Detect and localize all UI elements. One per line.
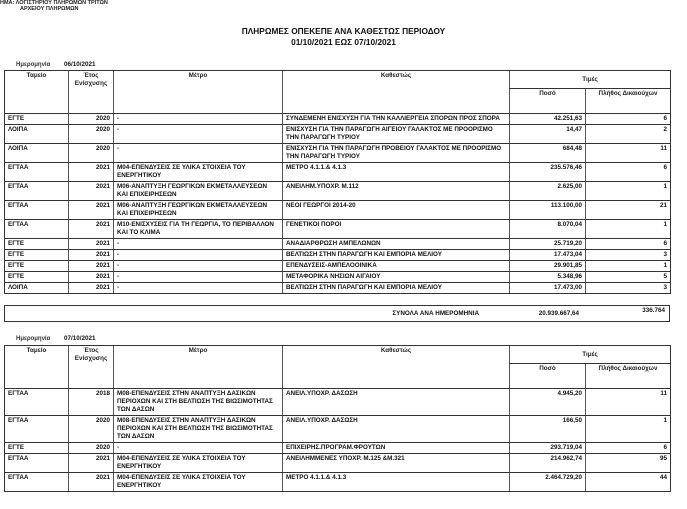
table-row bbox=[5, 144, 671, 163]
cell-measure: Μ08-ΕΠΕΝΔΥΣΕΙΣ ΣΤΗΝ ΑΝΑΠΤΥΞΗ ΔΑΣΙΚΩΝ ΠΕΡΙΟΧΩΝ ΚΑΙ ΣΤΗ ΒΕΛΤΙΩΣΗ ΤΗΣ ΒΙΩΣΙΜΟΤΗΤΑΣ ΤΩΝ ΔΑΣΩΝ bbox=[114, 416, 283, 443]
cell-fund: ΕΓΤΑΑ bbox=[5, 416, 69, 443]
cell-measure: - bbox=[114, 283, 283, 294]
cell-measure: Μ08-ΕΠΕΝΔΥΣΕΙΣ ΣΤΗΝ ΑΝΑΠΤΥΞΗ ΔΑΣΙΚΩΝ ΠΕΡΙΟΧΩΝ ΚΑΙ ΣΤΗ ΒΕΛΤΙΩΣΗ ΤΗΣ ΒΙΩΣΙΜΟΤΗΤΑΣ ΤΩΝ ΔΑΣΩΝ bbox=[114, 389, 283, 416]
col-amount: Ποσό bbox=[510, 364, 586, 389]
cell-year: 2020 bbox=[69, 144, 114, 163]
cell-scheme: ΑΝΕΙΛ.ΥΠΟΧΡ. ΔΑΣΩΣΗ bbox=[283, 416, 510, 443]
table-row bbox=[5, 250, 671, 261]
cell-year: 2021 bbox=[69, 182, 114, 201]
cell-year: 2021 bbox=[69, 163, 114, 182]
cell-amount: 25.719,20 bbox=[510, 239, 586, 250]
cell-year: 2021 bbox=[69, 272, 114, 283]
cell-amount: 29.901,85 bbox=[510, 261, 586, 272]
cell-beneficiaries: 6 bbox=[586, 114, 671, 125]
cell-scheme: ΜΕΤΡΟ 4.1.1.& 4.1.3 bbox=[283, 163, 510, 182]
section-date: 06/10/2021 bbox=[64, 61, 96, 68]
cell-amount: 235.576,46 bbox=[510, 163, 586, 182]
cell-fund: ΕΓΤΕ bbox=[5, 250, 69, 261]
cell-fund: ΕΓΤΑΑ bbox=[5, 473, 69, 492]
cell-measure: - bbox=[114, 125, 283, 144]
cell-fund: ΛΟΙΠΑ bbox=[5, 125, 69, 144]
cell-measure: - bbox=[114, 261, 283, 272]
cell-fund: ΕΓΤΕ bbox=[5, 443, 69, 454]
cell-fund: ΕΓΤΕ bbox=[5, 261, 69, 272]
cell-measure: Μ04-ΕΠΕΝΔΥΣΕΙΣ ΣΕ ΥΛΙΚΑ ΣΤΟΙΧΕΙΑ ΤΟΥ ΕΝΕΡΓΗΤΙΚΟΥ bbox=[114, 454, 283, 473]
cell-amount: 42.251,63 bbox=[510, 114, 586, 125]
cell-year: 2021 bbox=[69, 201, 114, 220]
cell-scheme: ΜΕΤΡΟ 4.1.1.& 4.1.3 bbox=[283, 473, 510, 492]
cell-amount: 2.625,00 bbox=[510, 182, 586, 201]
cell-fund: ΕΓΤΑΑ bbox=[5, 201, 69, 220]
cell-fund: ΕΓΤΑΑ bbox=[5, 163, 69, 182]
col-values: Τιμές bbox=[510, 71, 671, 89]
totals-amount: 20.939.667,64 bbox=[538, 310, 579, 317]
cell-year: 2020 bbox=[69, 114, 114, 125]
cell-measure: - bbox=[114, 443, 283, 454]
date-label: Ημερομηνία bbox=[16, 336, 51, 342]
cell-fund: ΕΓΤΑΑ bbox=[5, 389, 69, 416]
table-row bbox=[5, 220, 671, 239]
cell-fund: ΕΓΤΑΑ bbox=[5, 220, 69, 239]
totals-label: ΣΥΝΟΛΑ ΑΝΑ ΗΜΕΡΟΜΗΝΙΑ bbox=[392, 310, 479, 317]
org-line-1: ΗΜΑ: ΛΟΓΙΣΤΗΡΙΟΥ ΠΛΗΡΩΜΩΝ ΤΡΙΤΩΝ bbox=[0, 0, 108, 6]
cell-amount: 166,50 bbox=[510, 416, 586, 443]
cell-beneficiaries: 95 bbox=[586, 454, 671, 473]
table-row bbox=[5, 389, 671, 416]
cell-beneficiaries: 44 bbox=[586, 473, 671, 492]
cell-beneficiaries: 3 bbox=[586, 283, 671, 294]
cell-year: 2020 bbox=[69, 416, 114, 443]
cell-measure: Μ10-ΕΝΙΣΧΥΣΕΙΣ ΓΙΑ ΤΗ ΓΕΩΡΓΙΑ, ΤΟ ΠΕΡΙΒΑΛΛΟΝ ΚΑΙ ΤΟ ΚΛΙΜΑ bbox=[114, 220, 283, 239]
cell-amount: 17.473,04 bbox=[510, 250, 586, 261]
cell-beneficiaries: 3 bbox=[586, 250, 671, 261]
cell-beneficiaries: 21 bbox=[586, 201, 671, 220]
cell-scheme: ΝΕΟΙ ΓΕΩΡΓΟΙ 2014-20 bbox=[283, 201, 510, 220]
cell-scheme: ΑΝΕΙΛΗΜΜΕΝΕΣ ΥΠΟΧΡ. Μ.125 &Μ.321 bbox=[283, 454, 510, 473]
cell-year: 2020 bbox=[69, 443, 114, 454]
organization-header bbox=[0, 0, 108, 12]
cell-amount: 684,48 bbox=[510, 144, 586, 163]
cell-amount: 8.070,04 bbox=[510, 220, 586, 239]
cell-scheme: ΣΥΝΔΕΜΕΝΗ ΕΝΙΣΧΥΣΗ ΓΙΑ ΤΗΝ ΚΑΛΛΙΕΡΓΕΙΑ ΣΠΟΡΩΝ ΠΡΟΣ ΣΠΟΡΑ bbox=[283, 114, 510, 125]
table-row bbox=[5, 261, 671, 272]
cell-fund: ΛΟΙΠΑ bbox=[5, 144, 69, 163]
cell-measure: Μ04-ΕΠΕΝΔΥΣΕΙΣ ΣΕ ΥΛΙΚΑ ΣΤΟΙΧΕΙΑ ΤΟΥ ΕΝΕΡΓΗΤΙΚΟΥ bbox=[114, 163, 283, 182]
col-scheme: Καθεστώς bbox=[283, 346, 510, 389]
payments-table-06-10 bbox=[4, 70, 671, 294]
col-scheme: Καθεστώς bbox=[283, 71, 510, 114]
cell-year: 2021 bbox=[69, 239, 114, 250]
cell-measure: - bbox=[114, 144, 283, 163]
cell-measure: Μ04-ΕΠΕΝΔΥΣΕΙΣ ΣΕ ΥΛΙΚΑ ΣΤΟΙΧΕΙΑ ΤΟΥ ΕΝΕΡΓΗΤΙΚΟΥ bbox=[114, 473, 283, 492]
table-row bbox=[5, 239, 671, 250]
cell-beneficiaries: 2 bbox=[586, 125, 671, 144]
col-beneficiaries: Πλήθος Δικαιούχων bbox=[586, 364, 671, 389]
col-fund: Ταμείο bbox=[5, 346, 69, 389]
cell-scheme: ΑΝΑΔΙΑΡΘΡΩΣΗ ΑΜΠΕΛΩΝΩΝ bbox=[283, 239, 510, 250]
cell-beneficiaries: 6 bbox=[586, 239, 671, 250]
col-year: Έτος Ενίσχυσης bbox=[69, 71, 114, 114]
cell-beneficiaries: 1 bbox=[586, 182, 671, 201]
cell-fund: ΕΓΤΕ bbox=[5, 239, 69, 250]
cell-amount: 17.473,00 bbox=[510, 283, 586, 294]
cell-fund: ΕΓΤΑΑ bbox=[5, 182, 69, 201]
cell-measure: Μ06-ΑΝΑΠΤΥΞΗ ΓΕΩΡΓΙΚΩΝ ΕΚΜΕΤΑΛΛΕΥΣΕΩΝ ΚΑΙ ΕΠΙΧΕΙΡΗΣΕΩΝ bbox=[114, 182, 283, 201]
cell-scheme: ΑΝΕΙΛΗΜ.ΥΠΟΧΡ. Μ.112 bbox=[283, 182, 510, 201]
cell-year: 2021 bbox=[69, 473, 114, 492]
cell-amount: 5.348,96 bbox=[510, 272, 586, 283]
cell-beneficiaries: 1 bbox=[586, 261, 671, 272]
cell-fund: ΛΟΙΠΑ bbox=[5, 283, 69, 294]
org-line-2: ΑΡΧΕΙΟΥ ΠΛΗΡΩΜΩΝ bbox=[20, 6, 79, 12]
cell-scheme: ΒΕΛΤΙΩΣΗ ΣΤΗΝ ΠΑΡΑΓΩΓΗ ΚΑΙ ΕΜΠΟΡΙΑ ΜΕΛΙΟΥ bbox=[283, 250, 510, 261]
section-date: 07/10/2021 bbox=[64, 335, 96, 342]
cell-beneficiaries: 1 bbox=[586, 416, 671, 443]
cell-scheme: ΜΕΤΑΦΟΡΙΚΑ ΝΗΣΙΩΝ ΑΙΓΑΙΟΥ bbox=[283, 272, 510, 283]
cell-measure: - bbox=[114, 250, 283, 261]
cell-measure: Μ06-ΑΝΑΠΤΥΞΗ ΓΕΩΡΓΙΚΩΝ ΕΚΜΕΤΑΛΛΕΥΣΕΩΝ ΚΑΙ ΕΠΙΧΕΙΡΗΣΕΩΝ bbox=[114, 201, 283, 220]
table-row bbox=[5, 182, 671, 201]
report-title: ΠΛΗΡΩΜΕΣ ΟΠΕΚΕΠΕ ΑΝΑ ΚΑΘΕΣΤΩΣ ΠΕΡΙΟΔΟΥ bbox=[241, 26, 446, 36]
report-period: 01/10/2021 ΕΩΣ 07/10/2021 bbox=[291, 37, 396, 47]
cell-beneficiaries: 1 bbox=[586, 220, 671, 239]
cell-beneficiaries: 6 bbox=[586, 163, 671, 182]
cell-year: 2020 bbox=[69, 125, 114, 144]
col-amount: Ποσό bbox=[510, 89, 586, 114]
cell-beneficiaries: 11 bbox=[586, 144, 671, 163]
cell-scheme: ΕΝΙΣΧΥΣΗ ΓΙΑ ΤΗΝ ΠΑΡΑΓΩΓΗ ΑΙΓΕΙΟΥ ΓΑΛΑΚΤΟΣ ΜΕ ΠΡΟΟΡΙΣΜΟ ΤΗΝ ΠΑΡΑΓΩΓΗ ΤΥΡΙΟΥ bbox=[283, 125, 510, 144]
table-row bbox=[5, 443, 671, 454]
cell-scheme: ΕΠΕΝΔΥΣΕΙΣ-ΑΜΠΕΛΟΟΙΝΙΚΑ bbox=[283, 261, 510, 272]
table-row bbox=[5, 272, 671, 283]
table-row bbox=[5, 125, 671, 144]
col-year: Έτος Ενίσχυσης bbox=[69, 346, 114, 389]
cell-amount: 293.719,04 bbox=[510, 443, 586, 454]
cell-fund: ΕΓΤΕ bbox=[5, 272, 69, 283]
table-row bbox=[5, 283, 671, 294]
table-row bbox=[5, 201, 671, 220]
cell-beneficiaries: 6 bbox=[586, 443, 671, 454]
totals-count: 336.764 bbox=[642, 307, 665, 314]
cell-amount: 4.945,20 bbox=[510, 389, 586, 416]
cell-beneficiaries: 11 bbox=[586, 389, 671, 416]
cell-measure: - bbox=[114, 239, 283, 250]
cell-scheme: ΕΝΙΣΧΥΣΗ ΓΙΑ ΤΗΝ ΠΑΡΑΓΩΓΗ ΠΡΟΒΕΙΟΥ ΓΑΛΑΚΤΟΣ ΜΕ ΠΡΟΟΡΙΣΜΟ ΤΗΝ ΠΑΡΑΓΩΓΗ ΤΥΡΙΟΥ bbox=[283, 144, 510, 163]
cell-year: 2018 bbox=[69, 389, 114, 416]
cell-amount: 214.962,74 bbox=[510, 454, 586, 473]
totals-row bbox=[4, 305, 670, 322]
cell-scheme: ΕΠΙΧΕΙΡΗΣ.ΠΡΟΓΡΑΜ.ΦΡΟΥΤΩΝ bbox=[283, 443, 510, 454]
date-label: Ημερομηνία bbox=[16, 62, 51, 68]
cell-scheme: ΓΕΝΕΤΙΚΟΙ ΠΟΡΟΙ bbox=[283, 220, 510, 239]
cell-amount: 113.100,00 bbox=[510, 201, 586, 220]
cell-beneficiaries: 5 bbox=[586, 272, 671, 283]
table-row bbox=[5, 163, 671, 182]
col-fund: Ταμείο bbox=[5, 71, 69, 114]
cell-year: 2021 bbox=[69, 261, 114, 272]
cell-measure: - bbox=[114, 272, 283, 283]
col-measure: Μέτρο bbox=[114, 346, 283, 389]
cell-year: 2021 bbox=[69, 250, 114, 261]
table-row bbox=[5, 416, 671, 443]
table-row bbox=[5, 454, 671, 473]
col-beneficiaries: Πλήθος Δικαιούχων bbox=[586, 89, 671, 114]
cell-amount: 14,47 bbox=[510, 125, 586, 144]
cell-amount: 2.464.729,20 bbox=[510, 473, 586, 492]
cell-scheme: ΑΝΕΙΛ.ΥΠΟΧΡ. ΔΑΣΩΣΗ bbox=[283, 389, 510, 416]
col-measure: Μέτρο bbox=[114, 71, 283, 114]
payments-table-07-10 bbox=[4, 345, 671, 492]
col-values: Τιμές bbox=[510, 346, 671, 364]
cell-year: 2021 bbox=[69, 454, 114, 473]
cell-fund: ΕΓΤΕ bbox=[5, 114, 69, 125]
cell-measure: - bbox=[114, 114, 283, 125]
cell-year: 2021 bbox=[69, 283, 114, 294]
cell-fund: ΕΓΤΑΑ bbox=[5, 454, 69, 473]
table-row bbox=[5, 114, 671, 125]
cell-year: 2021 bbox=[69, 220, 114, 239]
cell-scheme: ΒΕΛΤΙΩΣΗ ΣΤΗΝ ΠΑΡΑΓΩΓΗ ΚΑΙ ΕΜΠΟΡΙΑ ΜΕΛΙΟΥ bbox=[283, 283, 510, 294]
table-row bbox=[5, 473, 671, 492]
